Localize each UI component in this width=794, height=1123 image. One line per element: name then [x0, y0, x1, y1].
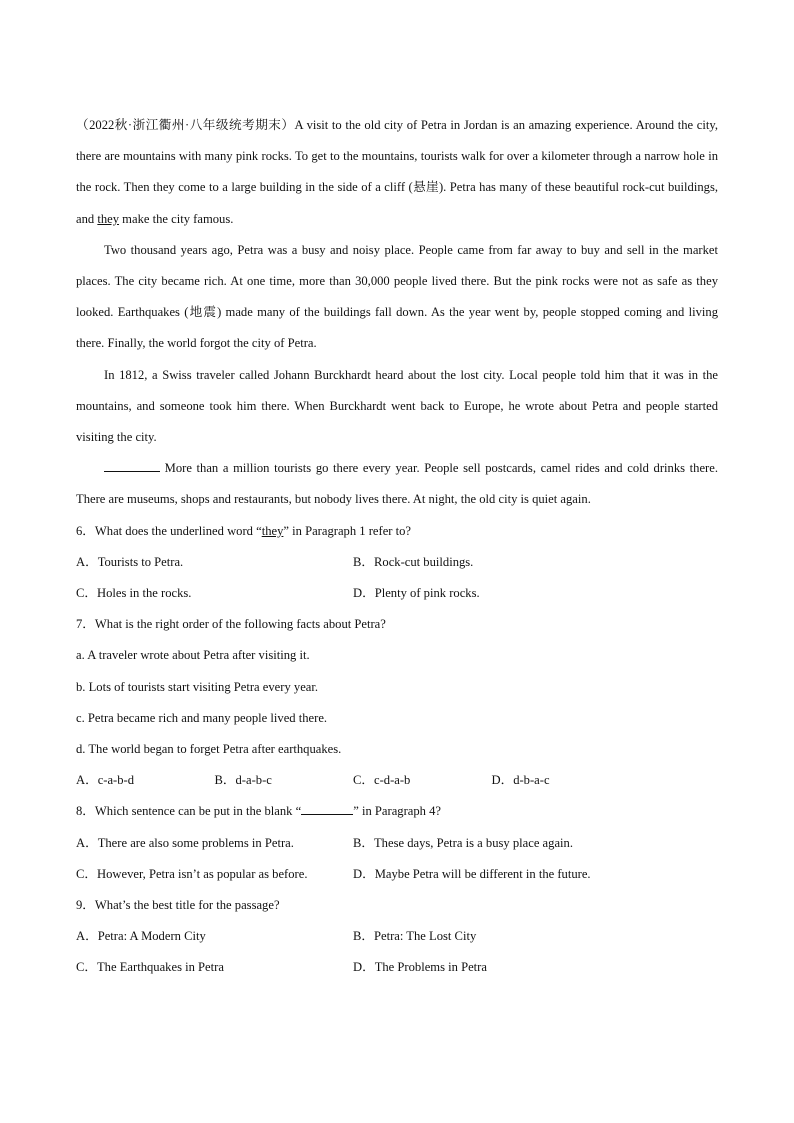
question-8-option-b[interactable]: B．These days, Petra is a busy place again. [353, 835, 573, 850]
paragraph-3: In 1812, a Swiss traveler called Johann Burckhardt heard about the lost city. Local people told him that it was in the mountains, and someone took him there. When Burckhardt went back to Europe, he wrote about Petra and people started visiting the city. [76, 367, 718, 445]
question-6-stem-a: 6．What does the underlined word “ [76, 523, 262, 538]
question-8-stem-b: ” in Paragraph 4? [353, 804, 441, 819]
underlined-word-they: they [97, 211, 120, 226]
question-6-option-d[interactable]: D．Plenty of pink rocks. [353, 586, 480, 601]
question-6-option-b[interactable]: B．Rock-cut buildings. [353, 554, 474, 569]
question-8-option-a[interactable]: A．There are also some problems in Petra. [76, 835, 294, 850]
question-7-option-c[interactable]: C．c-d-a-b [353, 773, 411, 788]
paragraph-4-text: More than a million tourists go there every year. People sell postcards, camel rides and cold drinks there. There are museums, shops and restaurants, but nobody lives there. At night, the old city is quiet again. [76, 461, 718, 507]
question-9-options-row-2 [76, 952, 718, 983]
question-6-option-c[interactable]: C．Holes in the rocks. [76, 586, 192, 601]
question-8-option-d[interactable]: D．Maybe Petra will be different in the future. [353, 866, 591, 881]
question-9-option-a[interactable]: A．Petra: A Modern City [76, 929, 206, 944]
question-7-options [76, 765, 718, 796]
question-6-stem-b: ” in Paragraph 1 refer to? [283, 523, 412, 538]
question-7-stem: 7．What is the right order of the following facts about Petra? [76, 617, 386, 632]
question-7-fact-d: d. The world began to forget Petra after earthquakes. [76, 742, 342, 757]
question-7-fact-c: c. Petra became rich and many people lived there. [76, 710, 328, 725]
question-8-options-row-2 [76, 859, 718, 890]
question-6-options-row-1 [76, 547, 718, 578]
question-9-option-b[interactable]: B．Petra: The Lost City [353, 929, 477, 944]
question-9-option-d[interactable]: D．The Problems in Petra [353, 960, 487, 975]
question-6-options-row-2 [76, 578, 718, 609]
answer-blank[interactable] [104, 457, 160, 472]
worksheet-page [76, 110, 718, 984]
paragraph-1-text-b: make the city famous. [119, 211, 234, 226]
question-7-fact-a: a. A traveler wrote about Petra after visiting it. [76, 648, 310, 663]
question-8-blank [301, 800, 353, 815]
paragraph-2: Two thousand years ago, Petra was a busy and noisy place. People came from far away to buy and sell in the market places. The city became rich. At one time, more than 30,000 people lived there. But the pink rocks were not as safe as they looked. Earthquakes (地震) made many of the buildings fall down. As the year went by, people stopped coming and living there. Finally, the world forgot the city of Petra. [76, 242, 718, 351]
question-9-options-row-1 [76, 921, 718, 952]
paragraph-1-text-a: A visit to the old city of Petra in Jordan is an amazing experience. Around the city, there are mountains with many pink rocks. To get to the mountains, tourists walk for over a kilometer through a narrow hole in the rock. Then they come to a large building in the side of a cliff (悬崖). Petra has many of these beautiful rock-cut buildings, and [76, 118, 719, 226]
question-9-option-c[interactable]: C．The Earthquakes in Petra [76, 960, 224, 975]
paragraph-4 [76, 453, 718, 515]
question-6-underlined-word: they [261, 523, 284, 538]
question-9-stem: 9．What’s the best title for the passage? [76, 898, 280, 913]
question-6-stem [76, 516, 718, 547]
source-note: （2022秋·浙江衢州·八年级统考期末） [76, 118, 295, 132]
question-7-fact-b: b. Lots of tourists start visiting Petra every year. [76, 679, 319, 694]
question-7-option-d[interactable]: D．d-b-a-c [491, 773, 550, 788]
question-8-stem [76, 796, 718, 827]
question-8-stem-a: 8．Which sentence can be put in the blank “ [76, 804, 302, 819]
question-6-option-a[interactable]: A．Tourists to Petra. [76, 554, 184, 569]
question-7-option-b[interactable]: B．d-a-b-c [214, 773, 272, 788]
question-7-option-a[interactable]: A．c-a-b-d [76, 773, 135, 788]
question-8-options-row-1 [76, 828, 718, 859]
question-8-option-c[interactable]: C．However, Petra isn’t as popular as before. [76, 866, 308, 881]
paragraph-1 [76, 110, 718, 235]
